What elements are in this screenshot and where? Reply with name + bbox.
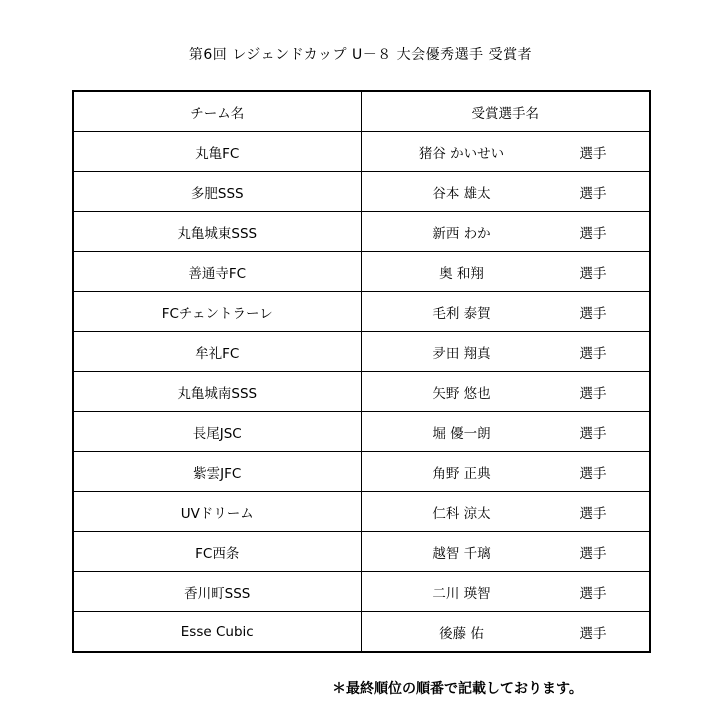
player-suffix: 選手	[579, 465, 607, 482]
player-name: 二川 瑛智	[432, 585, 491, 602]
player-cell	[361, 252, 650, 292]
table-row	[73, 492, 650, 532]
player-name: 夛田 翔真	[432, 345, 491, 362]
award-table-body	[73, 132, 650, 653]
player-suffix: 選手	[579, 345, 607, 362]
player-cell	[361, 452, 650, 492]
player-name: 谷本 雄太	[432, 185, 491, 202]
player-cell	[361, 532, 650, 572]
table-row	[73, 452, 650, 492]
player-name: 堀 優一朗	[432, 425, 491, 442]
player-suffix: 選手	[579, 385, 607, 402]
table-row	[73, 172, 650, 212]
player-name: 仁科 涼太	[432, 505, 491, 522]
player-cell	[361, 492, 650, 532]
team-name-cell: 多肥SSS	[73, 172, 361, 212]
table-header-row	[73, 91, 650, 132]
player-suffix: 選手	[579, 185, 607, 202]
player-suffix: 選手	[579, 225, 607, 242]
player-cell	[361, 132, 650, 172]
player-suffix: 選手	[579, 585, 607, 602]
player-suffix: 選手	[579, 145, 607, 162]
player-cell	[361, 612, 650, 653]
table-row	[73, 212, 650, 252]
team-name-cell: 香川町SSS	[73, 572, 361, 612]
player-cell	[361, 372, 650, 412]
team-name-cell: Esse Cubic	[73, 612, 361, 653]
player-name: 後藤 佑	[439, 625, 484, 642]
table-row	[73, 532, 650, 572]
team-name-cell: 牟礼FC	[73, 332, 361, 372]
player-suffix: 選手	[579, 425, 607, 442]
player-name: 新西 わか	[432, 225, 491, 242]
player-name: 奥 和翔	[439, 265, 484, 282]
player-cell	[361, 292, 650, 332]
table-row	[73, 372, 650, 412]
header-player-name: 受賞選手名	[361, 91, 650, 132]
table-row	[73, 132, 650, 172]
player-suffix: 選手	[579, 545, 607, 562]
player-cell	[361, 572, 650, 612]
team-name-cell: 丸亀城南SSS	[73, 372, 361, 412]
player-name: 角野 正典	[432, 465, 491, 482]
table-row	[73, 572, 650, 612]
award-table	[72, 90, 651, 653]
table-row	[73, 292, 650, 332]
team-name-cell: 丸亀城東SSS	[73, 212, 361, 252]
player-cell	[361, 332, 650, 372]
team-name-cell: FC西条	[73, 532, 361, 572]
player-suffix: 選手	[579, 305, 607, 322]
team-name-cell: UVドリーム	[73, 492, 361, 532]
table-row	[73, 252, 650, 292]
player-suffix: 選手	[579, 265, 607, 282]
player-name: 猪谷 かいせい	[418, 145, 505, 162]
team-name-cell: 丸亀FC	[73, 132, 361, 172]
ranking-order-note: ＊最終順位の順番で記載しております。	[332, 681, 583, 697]
player-name: 毛利 泰賀	[432, 305, 491, 322]
player-name: 越智 千璃	[432, 545, 491, 562]
table-row	[73, 612, 650, 653]
player-suffix: 選手	[579, 505, 607, 522]
team-name-cell: 紫雲JFC	[73, 452, 361, 492]
header-team-name: チーム名	[73, 91, 361, 132]
table-row	[73, 412, 650, 452]
player-cell	[361, 212, 650, 252]
player-cell	[361, 412, 650, 452]
player-name: 矢野 悠也	[432, 385, 491, 402]
table-row	[73, 332, 650, 372]
page-title: 第6回 レジェンドカップ U－８ 大会優秀選手 受賞者	[188, 47, 533, 63]
team-name-cell: FCチェントラーレ	[73, 292, 361, 332]
team-name-cell: 善通寺FC	[73, 252, 361, 292]
player-suffix: 選手	[579, 625, 607, 642]
player-cell	[361, 172, 650, 212]
team-name-cell: 長尾JSC	[73, 412, 361, 452]
